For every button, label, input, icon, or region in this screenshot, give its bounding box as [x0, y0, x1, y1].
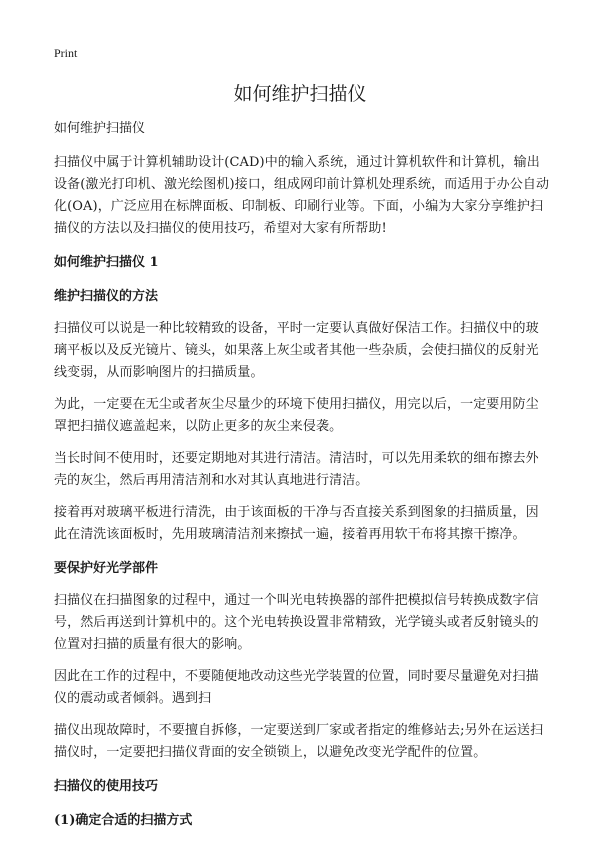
- intro-paragraph: 扫描仪中属于计算机辅助设计(CAD)中的输入系统，通过计算机软件和计算机，输出设备(激光打印机、激光绘图机)接口，组成网印前计算机处理系统，而适用于办公自动化(OA)，广泛应用在标牌面板、印制板、印刷行业等。下面，小编为大家分享维护扫描仪的方法以及扫描仪的使用技巧，希望对大家有所帮助!: [54, 155, 550, 236]
- subsection-heading-scan-mode: (1)确定合适的扫描方式: [54, 813, 193, 828]
- paragraph-optics-1: 扫描仪在扫描图象的过程中，通过一个叫光电转换器的部件把模拟信号转换成数字信号，然后再送到计算机中的。这个光电转换设置非常精致，光学镜头或者反射镜头的位置对扫描的质量有很大的影响。: [54, 593, 539, 652]
- paragraph-dust-cover: 为此，一定要在无尘或者灰尘尽量少的环境下使用扫描仪，用完以后，一定要用防尘罩把扫描仪遮盖起来，以防止更多的灰尘来侵袭。: [54, 397, 539, 434]
- subsection-heading-maintenance: 维护扫描仪的方法: [54, 289, 159, 304]
- section-heading: 如何维护扫描仪 1: [54, 255, 159, 270]
- subsection-heading-optics: 要保护好光学部件: [54, 561, 159, 576]
- paragraph-optics-3: 描仪出现故障时，不要擅自拆修，一定要送到厂家或者指定的维修站去;另外在运送扫描仪时，一定要把扫描仪背面的安全锁锁上，以避免改变光学配件的位置。: [54, 723, 544, 760]
- print-label: Print: [54, 46, 78, 60]
- paragraph-optics-2: 因此在工作的过程中，不要随便地改动这些光学装置的位置，同时要尽量避免对扫描仪的震动或者倾斜。遇到扫: [54, 669, 539, 706]
- paragraph-periodic-cleaning: 当长时间不使用时，还要定期地对其进行清洁。清洁时，可以先用柔软的细布擦去外壳的灰尘，然后再用清洁剂和水对其认真地进行清洁。: [54, 451, 539, 488]
- section-heading-tips: 扫描仪的使用技巧: [54, 779, 159, 794]
- intro-title: 如何维护扫描仪: [54, 121, 146, 136]
- paragraph-glass-cleaning: 接着再对玻璃平板进行清洗，由于该面板的干净与否直接关系到图象的扫描质量，因此在清洗该面板时，先用玻璃清洁剂来擦拭一遍，接着再用软干布将其擦干擦净。: [54, 505, 539, 542]
- article-body: [54, 117, 550, 842]
- page-title: 如何维护扫描仪: [233, 83, 367, 105]
- paragraph-cleaning-intro: 扫描仪可以说是一种比较精致的设备，平时一定要认真做好保洁工作。扫描仪中的玻璃平板以及反光镜片、镜头，如果落上灰尘或者其他一些杂质，会使扫描仪的反射光线变弱，从而影响图片的扫描质量。: [54, 321, 539, 380]
